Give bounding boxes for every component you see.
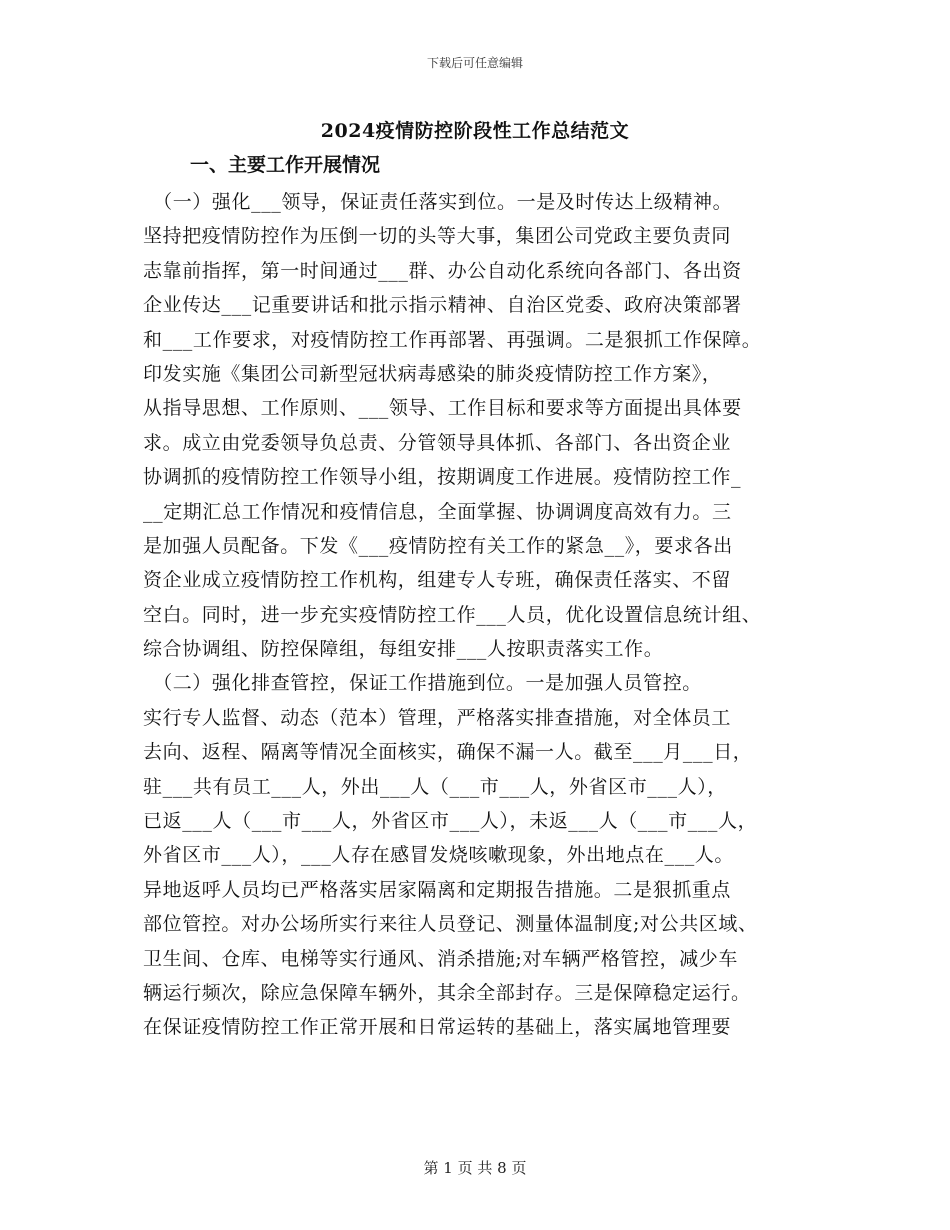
body-line: 部位管控。对办公场所实行来往人员登记、测量体温制度;对公共区域、 (143, 913, 758, 936)
body-line: 异地返呼人员均已严格落实居家隔离和定期报告措施。二是狠抓重点 (143, 878, 732, 901)
body-line: 卫生间、仓库、电梯等实行通风、消杀措施;对车辆严格管控，减少车 (143, 947, 739, 970)
section-heading: 一、主要工作开展情况 (190, 154, 381, 176)
body-line: 综合协调组、防控保障组，每组安排___人按职责落实工作。 (143, 638, 664, 661)
document-title: 2024疫情防控阶段性工作总结范文 (320, 120, 630, 142)
body-line: 辆运行频次，除应急保障车辆外，其余全部封存。三是保障稳定运行。 (143, 981, 751, 1004)
body-text (143, 185, 833, 1045)
body-line: 企业传达___记重要讲话和批示指示精神、自治区党委、政府决策部署 (143, 294, 742, 317)
body-line: 空白。同时，进一步充实疫情防控工作___人员，优化设置信息统计组、 (143, 603, 762, 626)
body-line: （二）强化排查管控，保证工作措施到位。一是加强人员管控。 (143, 672, 702, 695)
body-line: 驻___共有员工___人，外出___人（___市___人，外省区市___人）， (143, 775, 727, 798)
page-footer: 第 1 页 共 8 页 (423, 1159, 527, 1177)
body-line: 和___工作要求，对疫情防控工作再部署、再强调。二是狠抓工作保障。 (143, 328, 762, 351)
body-line: 去向、返程、隔离等情况全面核实，确保不漏一人。截至___月___日， (143, 741, 753, 764)
body-line: 外省区市___人），___人存在感冒发烧咳嗽现象，外出地点在___人。 (143, 844, 735, 867)
body-line: 印发实施《集团公司新型冠状病毒感染的肺炎疫情防控工作方案》， (143, 362, 722, 385)
body-line: 坚持把疫情防控作为压倒一切的头等大事，集团公司党政主要负责同 (143, 225, 732, 248)
body-line: 协调抓的疫情防控工作领导小组，按期调度工作进展。疫情防控工作_ (143, 466, 742, 489)
body-line: 在保证疫情防控工作正常开展和日常运转的基础上，落实属地管理要 (143, 1016, 732, 1039)
body-line: 实行专人监督、动态（范本）管理，严格落实排查措施，对全体员工 (143, 706, 732, 729)
body-line: 已返___人（___市___人，外省区市___人），未返___人（___市___人， (143, 810, 758, 833)
body-line: （一）强化___领导，保证责任落实到位。一是及时传达上级精神。 (143, 191, 733, 213)
body-line: __定期汇总工作情况和疫情信息，全面掌握、协调调度高效有力。三 (143, 500, 732, 523)
body-line: 志靠前指挥，第一时间通过___群、办公自动化系统向各部门、各出资 (143, 259, 742, 282)
body-line: 从指导思想、工作原则、___领导、工作目标和要求等方面提出具体要 (143, 397, 742, 420)
body-line: 资企业成立疫情防控工作机构，组建专人专班，确保责任落实、不留 (143, 569, 732, 592)
body-line: 是加强人员配备。下发《___疫情防控有关工作的紧急__》，要求各出 (143, 534, 733, 557)
body-line: 求。成立由党委领导负总责、分管领导具体抓、各部门、各出资企业 (143, 431, 732, 454)
header-note: 下载后可任意编辑 (426, 56, 523, 70)
